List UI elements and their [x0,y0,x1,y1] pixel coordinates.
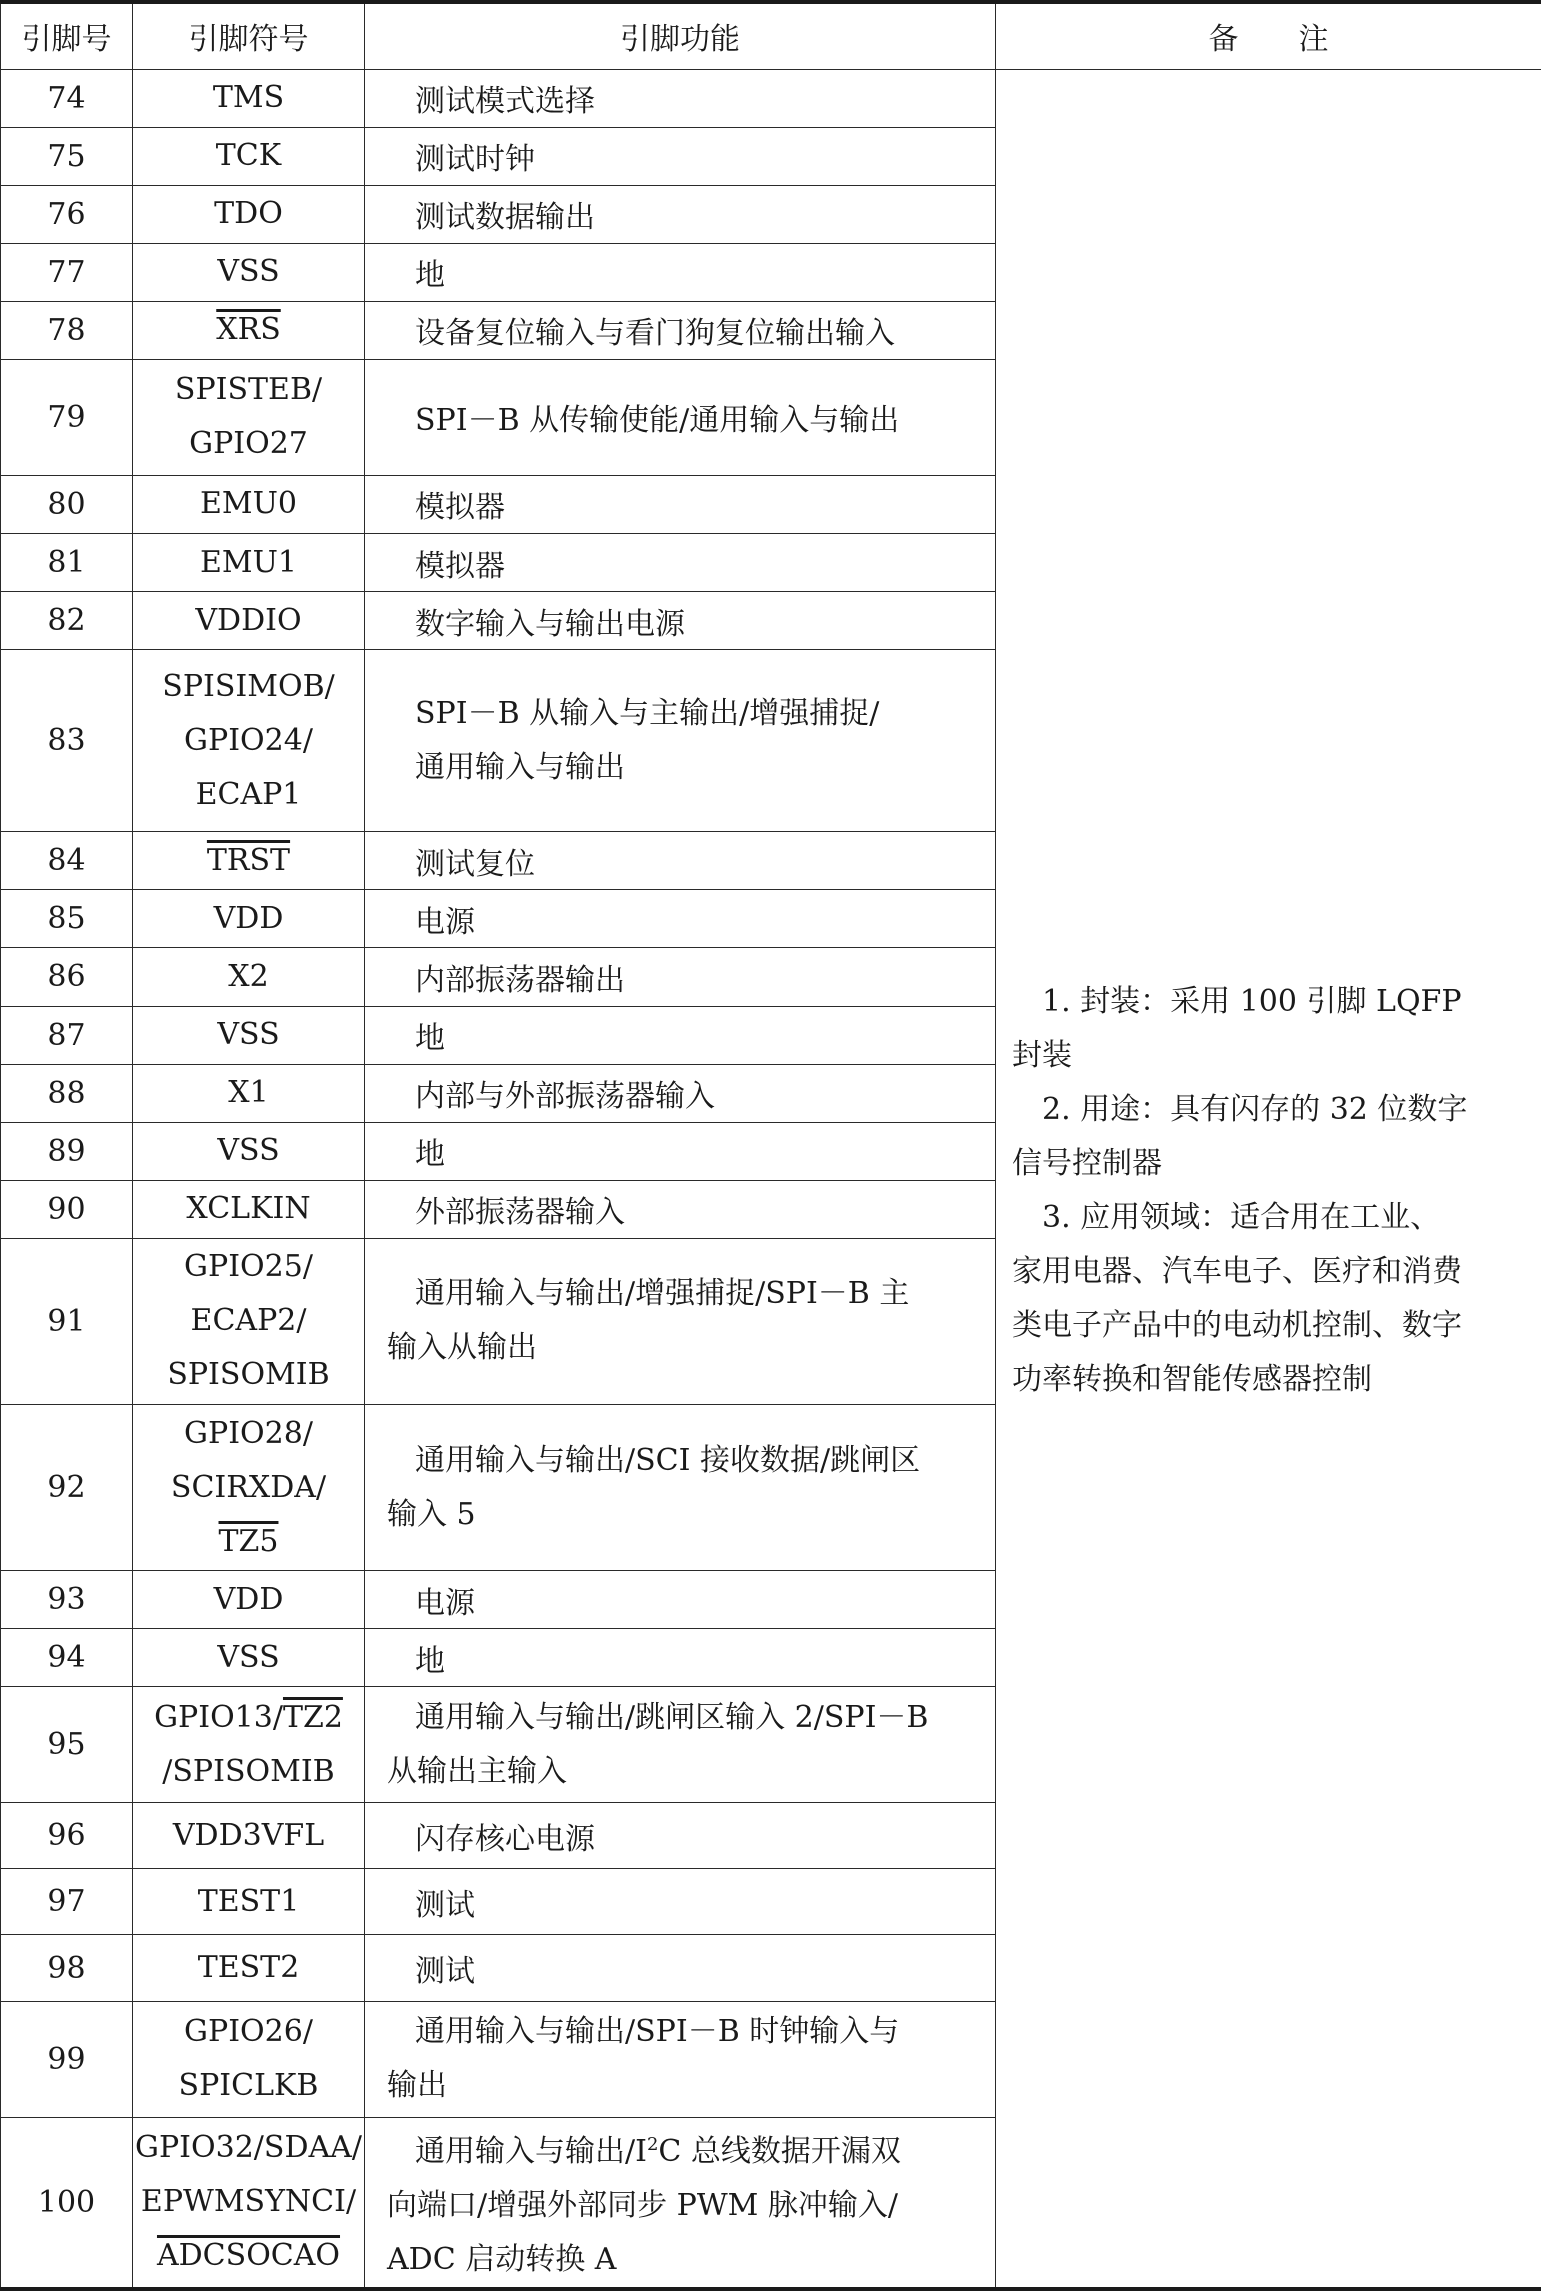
pin-symbol: X1 [133,1064,365,1122]
pin-function: 模拟器 [365,475,996,533]
pin-function: 通用输入与输出/SCI 接收数据/跳闸区 输入 5 [365,1404,996,1570]
pin-symbol: GPIO26/ SPICLKB [133,2001,365,2117]
pin-symbol: TCK [133,127,365,185]
pin-symbol: TEST2 [133,1935,365,2001]
pin-symbol: SPISTEB/ GPIO27 [133,359,365,475]
pin-number: 85 [1,890,133,948]
pin-symbol: VSS [133,1122,365,1180]
pin-symbol: GPIO13/TZ2 /SPISOMIB [133,1687,365,1803]
pin-function: SPI－B 从输入与主输出/增强捕捉/ 通用输入与输出 [365,650,996,832]
note-3: 3. 应用领域：适合用在工业、 家用电器、汽车电子、医疗和消费 类电子产品中的电动机控制、数字 功率转换和智能传感器控制 [1012,1199,1462,1397]
pin-symbol: X2 [133,948,365,1006]
remarks-cell [996,69,1541,2289]
pin-function: 测试模式选择 [365,69,996,127]
pin-function: 地 [365,1629,996,1687]
pin-number: 100 [1,2117,133,2289]
header-pin-symbol: 引脚符号 [133,2,365,69]
pin-function: 地 [365,243,996,301]
pin-symbol: VSS [133,1006,365,1064]
pin-number: 81 [1,534,133,592]
pin-number: 87 [1,1006,133,1064]
pin-number: 79 [1,359,133,475]
pin-symbol: GPIO28/ SCIRXDA/ TZ5 [133,1404,365,1570]
pin-function: 数字输入与输出电源 [365,592,996,650]
pin-number: 96 [1,1803,133,1869]
pin-function: 测试时钟 [365,127,996,185]
pin-function: 电源 [365,1571,996,1629]
pin-symbol: EMU0 [133,475,365,533]
pin-number: 86 [1,948,133,1006]
pin-function: 通用输入与输出/增强捕捉/SPI－B 主 输入从输出 [365,1238,996,1404]
pin-symbol: GPIO32/SDAA/ EPWMSYNCI/ ADCSOCAO [133,2117,365,2289]
pin-number: 74 [1,69,133,127]
pin-number: 78 [1,301,133,359]
pin-number: 92 [1,1404,133,1570]
pin-number: 95 [1,1687,133,1803]
pin-symbol: XCLKIN [133,1180,365,1238]
remarks-text [1012,975,1519,1407]
pin-symbol: TMS [133,69,365,127]
pin-function: 模拟器 [365,534,996,592]
pin-number: 98 [1,1935,133,2001]
pin-function: 地 [365,1006,996,1064]
pin-number: 80 [1,475,133,533]
pin-symbol: VDDIO [133,592,365,650]
pin-number: 89 [1,1122,133,1180]
note-1: 1. 封装：采用 100 引脚 LQFP 封装 [1012,983,1462,1073]
pin-function: 电源 [365,890,996,948]
pin-number: 77 [1,243,133,301]
pin-function: 通用输入与输出/跳闸区输入 2/SPI－B 从输出主输入 [365,1687,996,1803]
pin-symbol: VDD [133,1571,365,1629]
pin-number: 88 [1,1064,133,1122]
pin-function: 外部振荡器输入 [365,1180,996,1238]
pin-function: 测试复位 [365,832,996,890]
pin-number: 90 [1,1180,133,1238]
pin-function: 闪存核心电源 [365,1803,996,1869]
pin-number: 82 [1,592,133,650]
pin-symbol: VSS [133,1629,365,1687]
pin-number: 93 [1,1571,133,1629]
table-row [1,69,1541,127]
pin-function: 测试 [365,1869,996,1935]
pin-function: 通用输入与输出$/I^2C$ 总线数据开漏双 向端口/增强外部同步 PWM 脉冲输入/ ADC 启动转换 A [365,2117,996,2289]
pin-function: 设备复位输入与看门狗复位输出输入 [365,301,996,359]
header-row [1,2,1541,69]
pin-number: 91 [1,1238,133,1404]
pin-symbol: TDO [133,185,365,243]
pin-function: 测试 [365,1935,996,2001]
pin-number: 76 [1,185,133,243]
pin-symbol: GPIO25/ ECAP2/ SPISOMIB [133,1238,365,1404]
pin-symbol: TEST1 [133,1869,365,1935]
pin-symbol: VSS [133,243,365,301]
pin-number: 84 [1,832,133,890]
pin-symbol: VDD3VFL [133,1803,365,1869]
pin-function: SPI－B 从传输使能/通用输入与输出 [365,359,996,475]
pin-function: 测试数据输出 [365,185,996,243]
pin-symbol: EMU1 [133,534,365,592]
header-remarks: 备 注 [996,2,1541,69]
pin-number: 94 [1,1629,133,1687]
pin-symbol: TRST [133,832,365,890]
pin-number: 99 [1,2001,133,2117]
note-2: 2. 用途：具有闪存的 32 位数字 信号控制器 [1012,1091,1468,1181]
pin-number: 83 [1,650,133,832]
pin-symbol: SPISIMOB/ GPIO24/ ECAP1 [133,650,365,832]
pin-symbol: VDD [133,890,365,948]
pin-function: 地 [365,1122,996,1180]
header-pin-function: 引脚功能 [365,2,996,69]
pin-number: 97 [1,1869,133,1935]
pin-symbol: $\overline{XRS}$ [133,301,365,359]
pin-function: 内部振荡器输出 [365,948,996,1006]
pin-number: 75 [1,127,133,185]
pin-function: 通用输入与输出/SPI－B 时钟输入与 输出 [365,2001,996,2117]
header-pin-no: 引脚号 [1,2,133,69]
pin-function: 内部与外部振荡器输入 [365,1064,996,1122]
